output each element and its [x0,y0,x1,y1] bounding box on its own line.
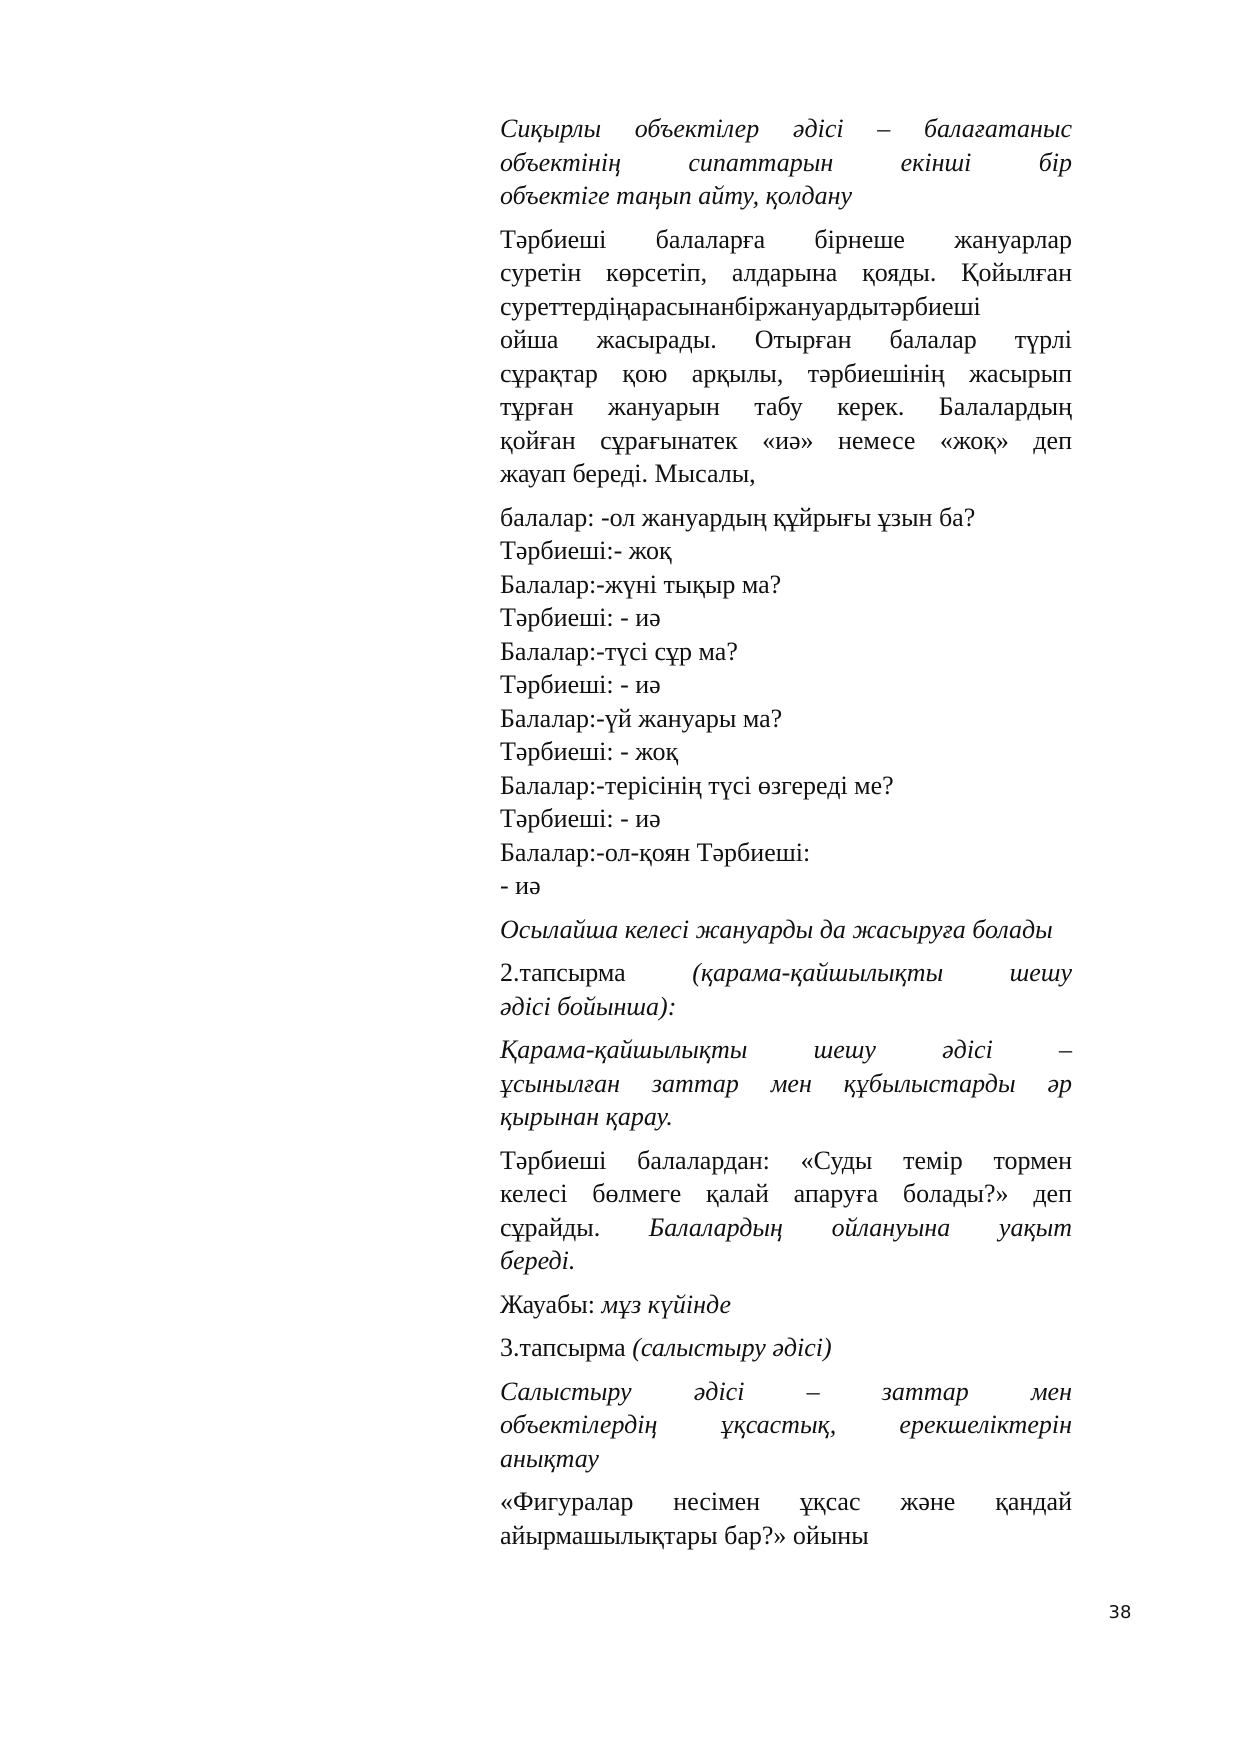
text-line: «Фигуралар несімен ұқсас және қандай [500,1487,1072,1516]
asks-word: сұрайды. [500,1212,601,1242]
task-3-number: 3.тапсырма [500,1333,626,1362]
text-line: ойша жасырады. Отырған балалар түрлі [500,325,1072,354]
text-line: ұсынылған заттар мен құбылыстарды әр [500,1068,1072,1098]
text-line: Тәрбиеші балалардан: «Суды темір тормен [500,1145,1072,1175]
task-2-heading [500,956,1072,1023]
game-title [500,1485,1072,1552]
text-column [500,112,1072,1562]
dialogue-line: Тәрбиеші:- жоқ [500,536,672,565]
task-2-method: (қарама-қайшылықты шешу [692,958,1072,987]
dialogue-line: - иә [500,871,541,900]
task-2-method-cont: әдісі бойынша): [500,991,677,1021]
page-number: 38 [1108,1602,1132,1623]
dialogue-line: Балалар:-терісінің түсі өзгереді ме? [500,770,894,800]
paragraph-water-question [500,1144,1072,1278]
text-line: жауап береді. Мысалы, [500,459,756,488]
text-line: объектілердің ұқсастық, ерекшеліктерін [500,1410,1072,1439]
dialogue-line: Балалар:-үй жануары ма? [500,703,783,733]
text-line: сұрақтар қою арқылы, тәрбиешінің жасырып [500,358,1072,388]
dialogue [500,501,1072,903]
text-line: Тәрбиеші балаларға бірнеше жануарлар [500,224,1072,254]
text-line: Сиқырлы объектілер әдісі – балағатаныс [500,114,1072,143]
definition-contradiction [500,1033,1072,1134]
answer-value: мұз күйінде [601,1289,732,1319]
text-line: анықтау [500,1443,599,1473]
text-line: тұрған жануарын табу керек. Балалардың [500,392,1072,421]
task-2-number: 2.тапсырма [500,958,626,987]
dialogue-line: Балалар:-жүні тықыр ма? [500,569,782,599]
text-line: Қарама-қайшылықты шешу әдісі – [500,1035,1072,1064]
text-line: объектінің сипаттарын екінші бір [500,147,1072,177]
text-line: суреттердіңарасынанбіржануардытәрбиеші [500,291,981,321]
answer-label: Жауабы: [500,1289,595,1319]
text-line: суретін көрсетіп, алдарына қояды. Қойылған [500,258,1072,287]
text-line: қойған сұрағынатек «иә» немесе «жоқ» деп [500,425,1072,455]
dialogue-line: Балалар:-түсі сұр ма? [500,636,738,666]
text-line: қырынан қарау. [500,1102,673,1131]
text-line [500,956,1072,990]
text-line: объектіге таңып айту, қолдану [500,181,853,210]
dialogue-line: балалар: -ол жануардың құйрығы ұзын ба? [500,502,976,532]
text-line: береді. [500,1246,576,1275]
task-3-method: (салыстыру әдісі) [632,1333,832,1362]
dialogue-line: Тәрбиеші: - жоқ [500,737,679,766]
paragraph-teacher-animals [500,223,1072,491]
dialogue-line: Тәрбиеші: - иә [500,670,661,699]
text-line: келесі бөлмеге қалай апаруға болады?» деп [500,1179,1072,1208]
text-line: айырмашылықтары бар?» ойыны [500,1520,869,1550]
dialogue-line: Балалар:-ол-қоян Тәрбиеші: [500,837,811,867]
text-line: Салыстыру әдісі – заттар мен [500,1376,1072,1406]
definition-magic-objects [500,112,1072,213]
dialogue-line: Тәрбиеші: - иә [500,603,661,632]
task-3-heading [500,1331,1072,1365]
think-time-text: Балалардың ойлануына уақыт [648,1212,1072,1242]
answer-line [500,1288,1072,1322]
definition-comparison [500,1375,1072,1476]
text-line [500,1211,1072,1245]
note-next-animal: Осылайша келесі жануарды да жасыруға болады [500,914,1053,944]
dialogue-line: Тәрбиеші: - иә [500,804,661,833]
